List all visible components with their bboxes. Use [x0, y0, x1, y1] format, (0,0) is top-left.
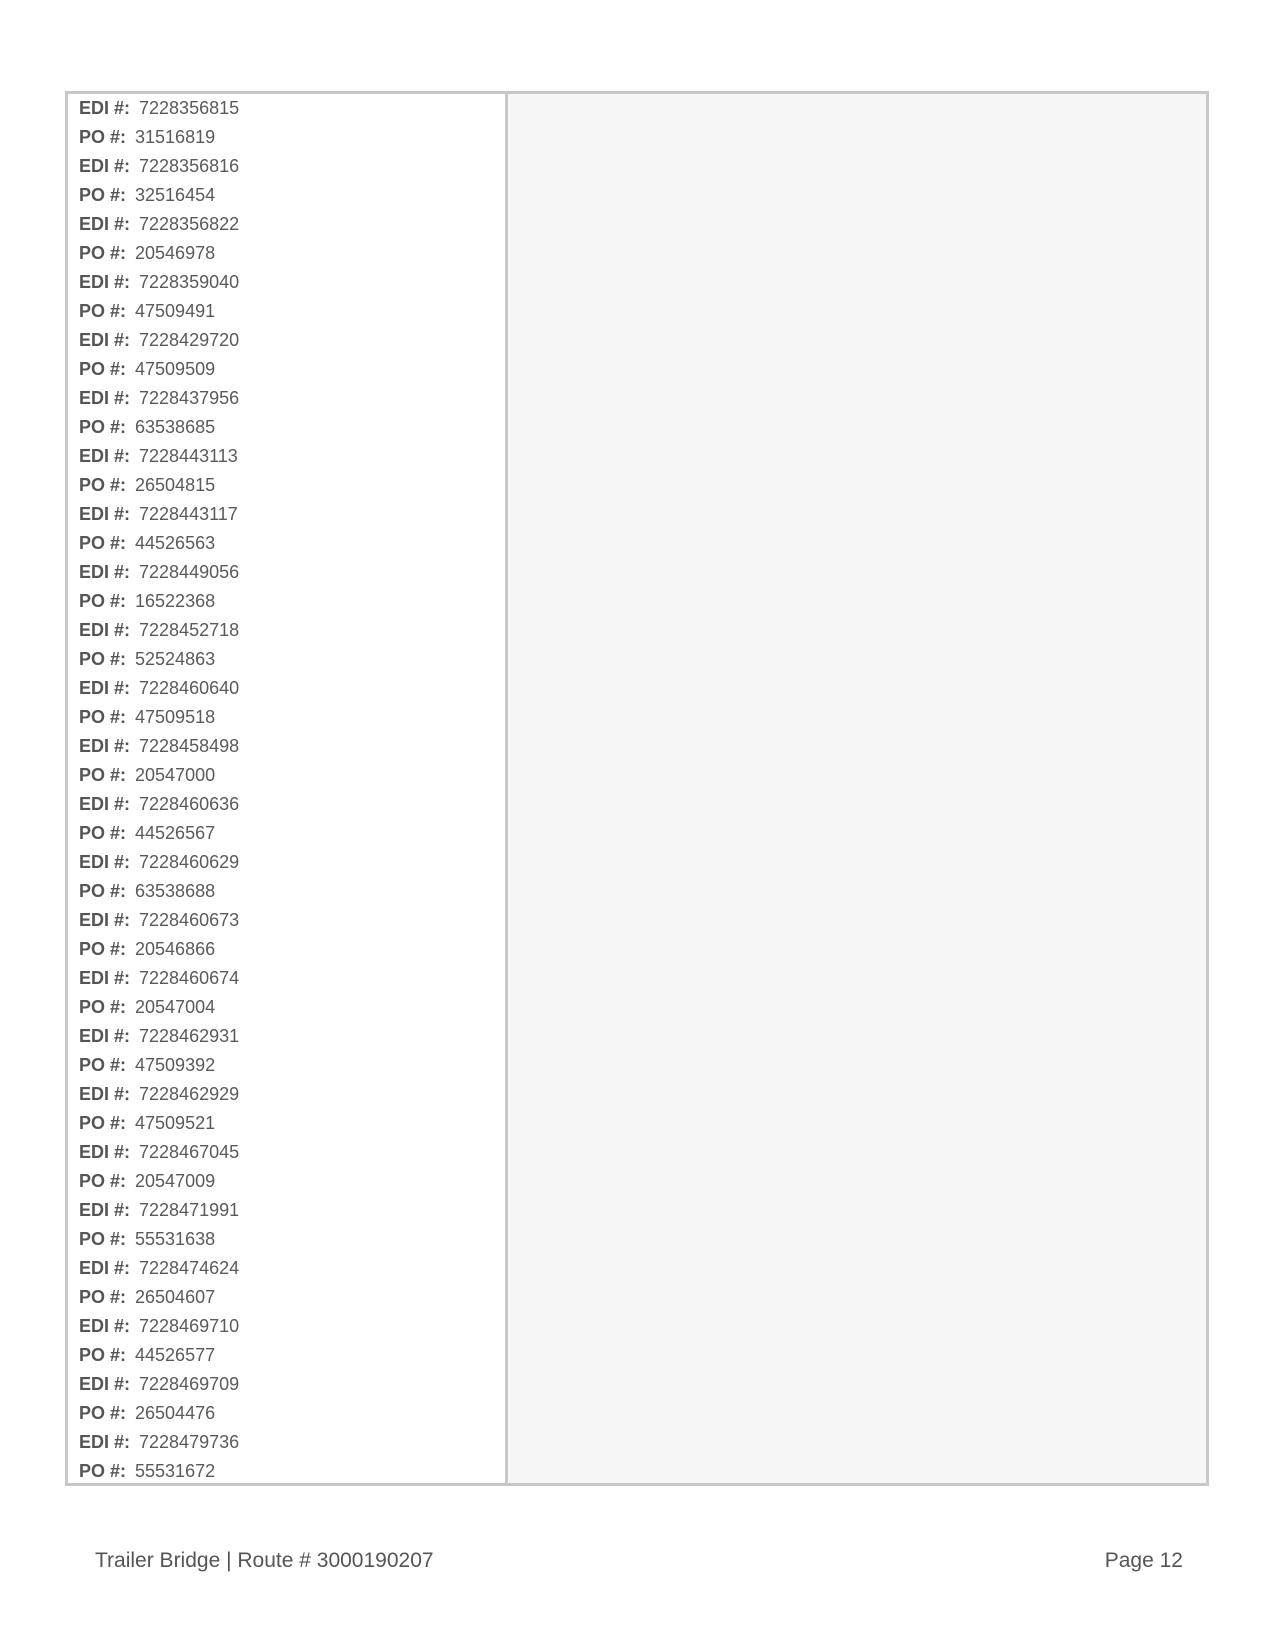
- list-item: [79, 848, 505, 877]
- record-label: EDI #:: [79, 1142, 131, 1162]
- list-item: [79, 123, 505, 152]
- record-label: EDI #:: [79, 968, 131, 988]
- record-value: 7228471991: [139, 1200, 240, 1220]
- list-item: [79, 616, 505, 645]
- record-label: PO #:: [79, 185, 127, 205]
- record-label: EDI #:: [79, 330, 131, 350]
- record-label: EDI #:: [79, 562, 131, 582]
- record-value: 7228443113: [139, 446, 238, 466]
- list-item: [79, 1022, 505, 1051]
- record-label: PO #:: [79, 649, 127, 669]
- record-value: 7228437956: [139, 388, 240, 408]
- record-label: PO #:: [79, 707, 127, 727]
- footer-page-number: Page 12: [1104, 1549, 1183, 1572]
- record-value: 55531638: [135, 1229, 216, 1249]
- record-value: 7228462929: [139, 1084, 240, 1104]
- record-value: 7228479736: [139, 1432, 240, 1452]
- record-label: PO #:: [79, 1171, 127, 1191]
- list-item: [79, 500, 505, 529]
- record-label: EDI #:: [79, 98, 131, 118]
- list-item: [79, 877, 505, 906]
- record-value: 7228356815: [139, 98, 240, 118]
- record-label: PO #:: [79, 1461, 127, 1481]
- list-item: [79, 993, 505, 1022]
- record-value: 26504476: [135, 1403, 216, 1423]
- record-value: 7228429720: [139, 330, 240, 350]
- record-label: PO #:: [79, 823, 127, 843]
- list-item: [79, 1399, 505, 1428]
- record-value: 26504815: [135, 475, 216, 495]
- record-label: EDI #:: [79, 678, 131, 698]
- record-value: 7228452718: [139, 620, 240, 640]
- record-value: 47509518: [135, 707, 216, 727]
- list-item: [79, 1283, 505, 1312]
- list-item: [79, 1225, 505, 1254]
- record-label: EDI #:: [79, 1374, 131, 1394]
- record-label: PO #:: [79, 243, 127, 263]
- record-label: PO #:: [79, 765, 127, 785]
- record-label: EDI #:: [79, 852, 131, 872]
- record-value: 7228356816: [139, 156, 240, 176]
- record-value: 47509521: [135, 1113, 216, 1133]
- record-label: EDI #:: [79, 1258, 131, 1278]
- list-item: [79, 1196, 505, 1225]
- record-value: 63538688: [135, 881, 216, 901]
- list-item: [79, 413, 505, 442]
- list-item: [79, 384, 505, 413]
- order-reference-table: [65, 91, 1209, 1486]
- record-label: EDI #:: [79, 214, 131, 234]
- list-item: [79, 297, 505, 326]
- record-label: EDI #:: [79, 446, 131, 466]
- record-value: 7228474624: [139, 1258, 240, 1278]
- record-value: 32516454: [135, 185, 216, 205]
- list-item: [79, 906, 505, 935]
- record-value: 7228460640: [139, 678, 240, 698]
- list-item: [79, 529, 505, 558]
- record-label: EDI #:: [79, 1316, 131, 1336]
- record-label: PO #:: [79, 1403, 127, 1423]
- record-label: PO #:: [79, 997, 127, 1017]
- list-item: [79, 210, 505, 239]
- record-value: 7228469710: [139, 1316, 240, 1336]
- list-item: [79, 152, 505, 181]
- list-item: [79, 1428, 505, 1457]
- list-item: [79, 674, 505, 703]
- list-item: [79, 181, 505, 210]
- record-value: 20546978: [135, 243, 216, 263]
- record-value: 44526563: [135, 533, 216, 553]
- list-item: [79, 355, 505, 384]
- record-label: PO #:: [79, 1345, 127, 1365]
- list-item: [79, 790, 505, 819]
- list-item: [79, 1341, 505, 1370]
- record-label: EDI #:: [79, 620, 131, 640]
- empty-detail-column: [508, 94, 1206, 1483]
- list-item: [79, 935, 505, 964]
- list-item: [79, 964, 505, 993]
- record-value: 7228460674: [139, 968, 240, 988]
- list-item: [79, 239, 505, 268]
- list-item: [79, 1457, 505, 1483]
- record-label: EDI #:: [79, 1026, 131, 1046]
- record-label: PO #:: [79, 127, 127, 147]
- list-item: [79, 326, 505, 355]
- record-label: PO #:: [79, 475, 127, 495]
- record-value: 7228460673: [139, 910, 240, 930]
- list-item: [79, 587, 505, 616]
- record-label: EDI #:: [79, 910, 131, 930]
- list-item: [79, 471, 505, 500]
- record-value: 26504607: [135, 1287, 216, 1307]
- record-value: 7228443117: [139, 504, 238, 524]
- record-label: PO #:: [79, 359, 127, 379]
- record-label: EDI #:: [79, 156, 131, 176]
- reference-list-column: [68, 94, 508, 1483]
- list-item: [79, 442, 505, 471]
- record-value: 7228462931: [139, 1026, 240, 1046]
- record-value: 55531672: [135, 1461, 216, 1481]
- list-item: [79, 1051, 505, 1080]
- record-label: PO #:: [79, 1287, 127, 1307]
- record-value: 52524863: [135, 649, 216, 669]
- list-item: [79, 268, 505, 297]
- list-item: [79, 1109, 505, 1138]
- record-label: PO #:: [79, 1113, 127, 1133]
- record-label: PO #:: [79, 1055, 127, 1075]
- record-label: EDI #:: [79, 1432, 131, 1452]
- record-value: 16522368: [135, 591, 216, 611]
- list-item: [79, 1167, 505, 1196]
- record-value: 20547004: [135, 997, 216, 1017]
- record-label: EDI #:: [79, 388, 131, 408]
- record-value: 7228359040: [139, 272, 240, 292]
- list-item: [79, 819, 505, 848]
- list-item: [79, 1138, 505, 1167]
- record-label: PO #:: [79, 417, 127, 437]
- list-item: [79, 1080, 505, 1109]
- record-value: 7228458498: [139, 736, 240, 756]
- list-item: [79, 732, 505, 761]
- footer-route-text: Trailer Bridge | Route # 3000190207: [95, 1549, 434, 1572]
- record-value: 44526567: [135, 823, 216, 843]
- record-label: EDI #:: [79, 272, 131, 292]
- record-label: EDI #:: [79, 504, 131, 524]
- list-item: [79, 1370, 505, 1399]
- record-label: EDI #:: [79, 1084, 131, 1104]
- record-label: EDI #:: [79, 794, 131, 814]
- record-value: 7228467045: [139, 1142, 240, 1162]
- record-value: 63538685: [135, 417, 216, 437]
- list-item: [79, 761, 505, 790]
- list-item: [79, 1254, 505, 1283]
- record-label: PO #:: [79, 1229, 127, 1249]
- record-label: PO #:: [79, 533, 127, 553]
- record-value: 7228449056: [139, 562, 240, 582]
- list-item: [79, 703, 505, 732]
- record-value: 44526577: [135, 1345, 216, 1365]
- page-footer: [95, 1549, 1183, 1577]
- list-item: [79, 645, 505, 674]
- record-value: 31516819: [135, 127, 216, 147]
- record-value: 7228460629: [139, 852, 240, 872]
- list-item: [79, 94, 505, 123]
- record-label: PO #:: [79, 591, 127, 611]
- record-value: 7228460636: [139, 794, 240, 814]
- list-item: [79, 1312, 505, 1341]
- record-label: PO #:: [79, 881, 127, 901]
- record-value: 7228469709: [139, 1374, 240, 1394]
- record-value: 20547000: [135, 765, 216, 785]
- record-value: 20547009: [135, 1171, 216, 1191]
- record-value: 47509491: [135, 301, 216, 321]
- record-value: 47509509: [135, 359, 216, 379]
- record-label: PO #:: [79, 301, 127, 321]
- record-value: 47509392: [135, 1055, 216, 1075]
- record-label: EDI #:: [79, 736, 131, 756]
- record-value: 7228356822: [139, 214, 240, 234]
- record-label: PO #:: [79, 939, 127, 959]
- reference-list: [68, 94, 505, 1483]
- record-value: 20546866: [135, 939, 216, 959]
- list-item: [79, 558, 505, 587]
- record-label: EDI #:: [79, 1200, 131, 1220]
